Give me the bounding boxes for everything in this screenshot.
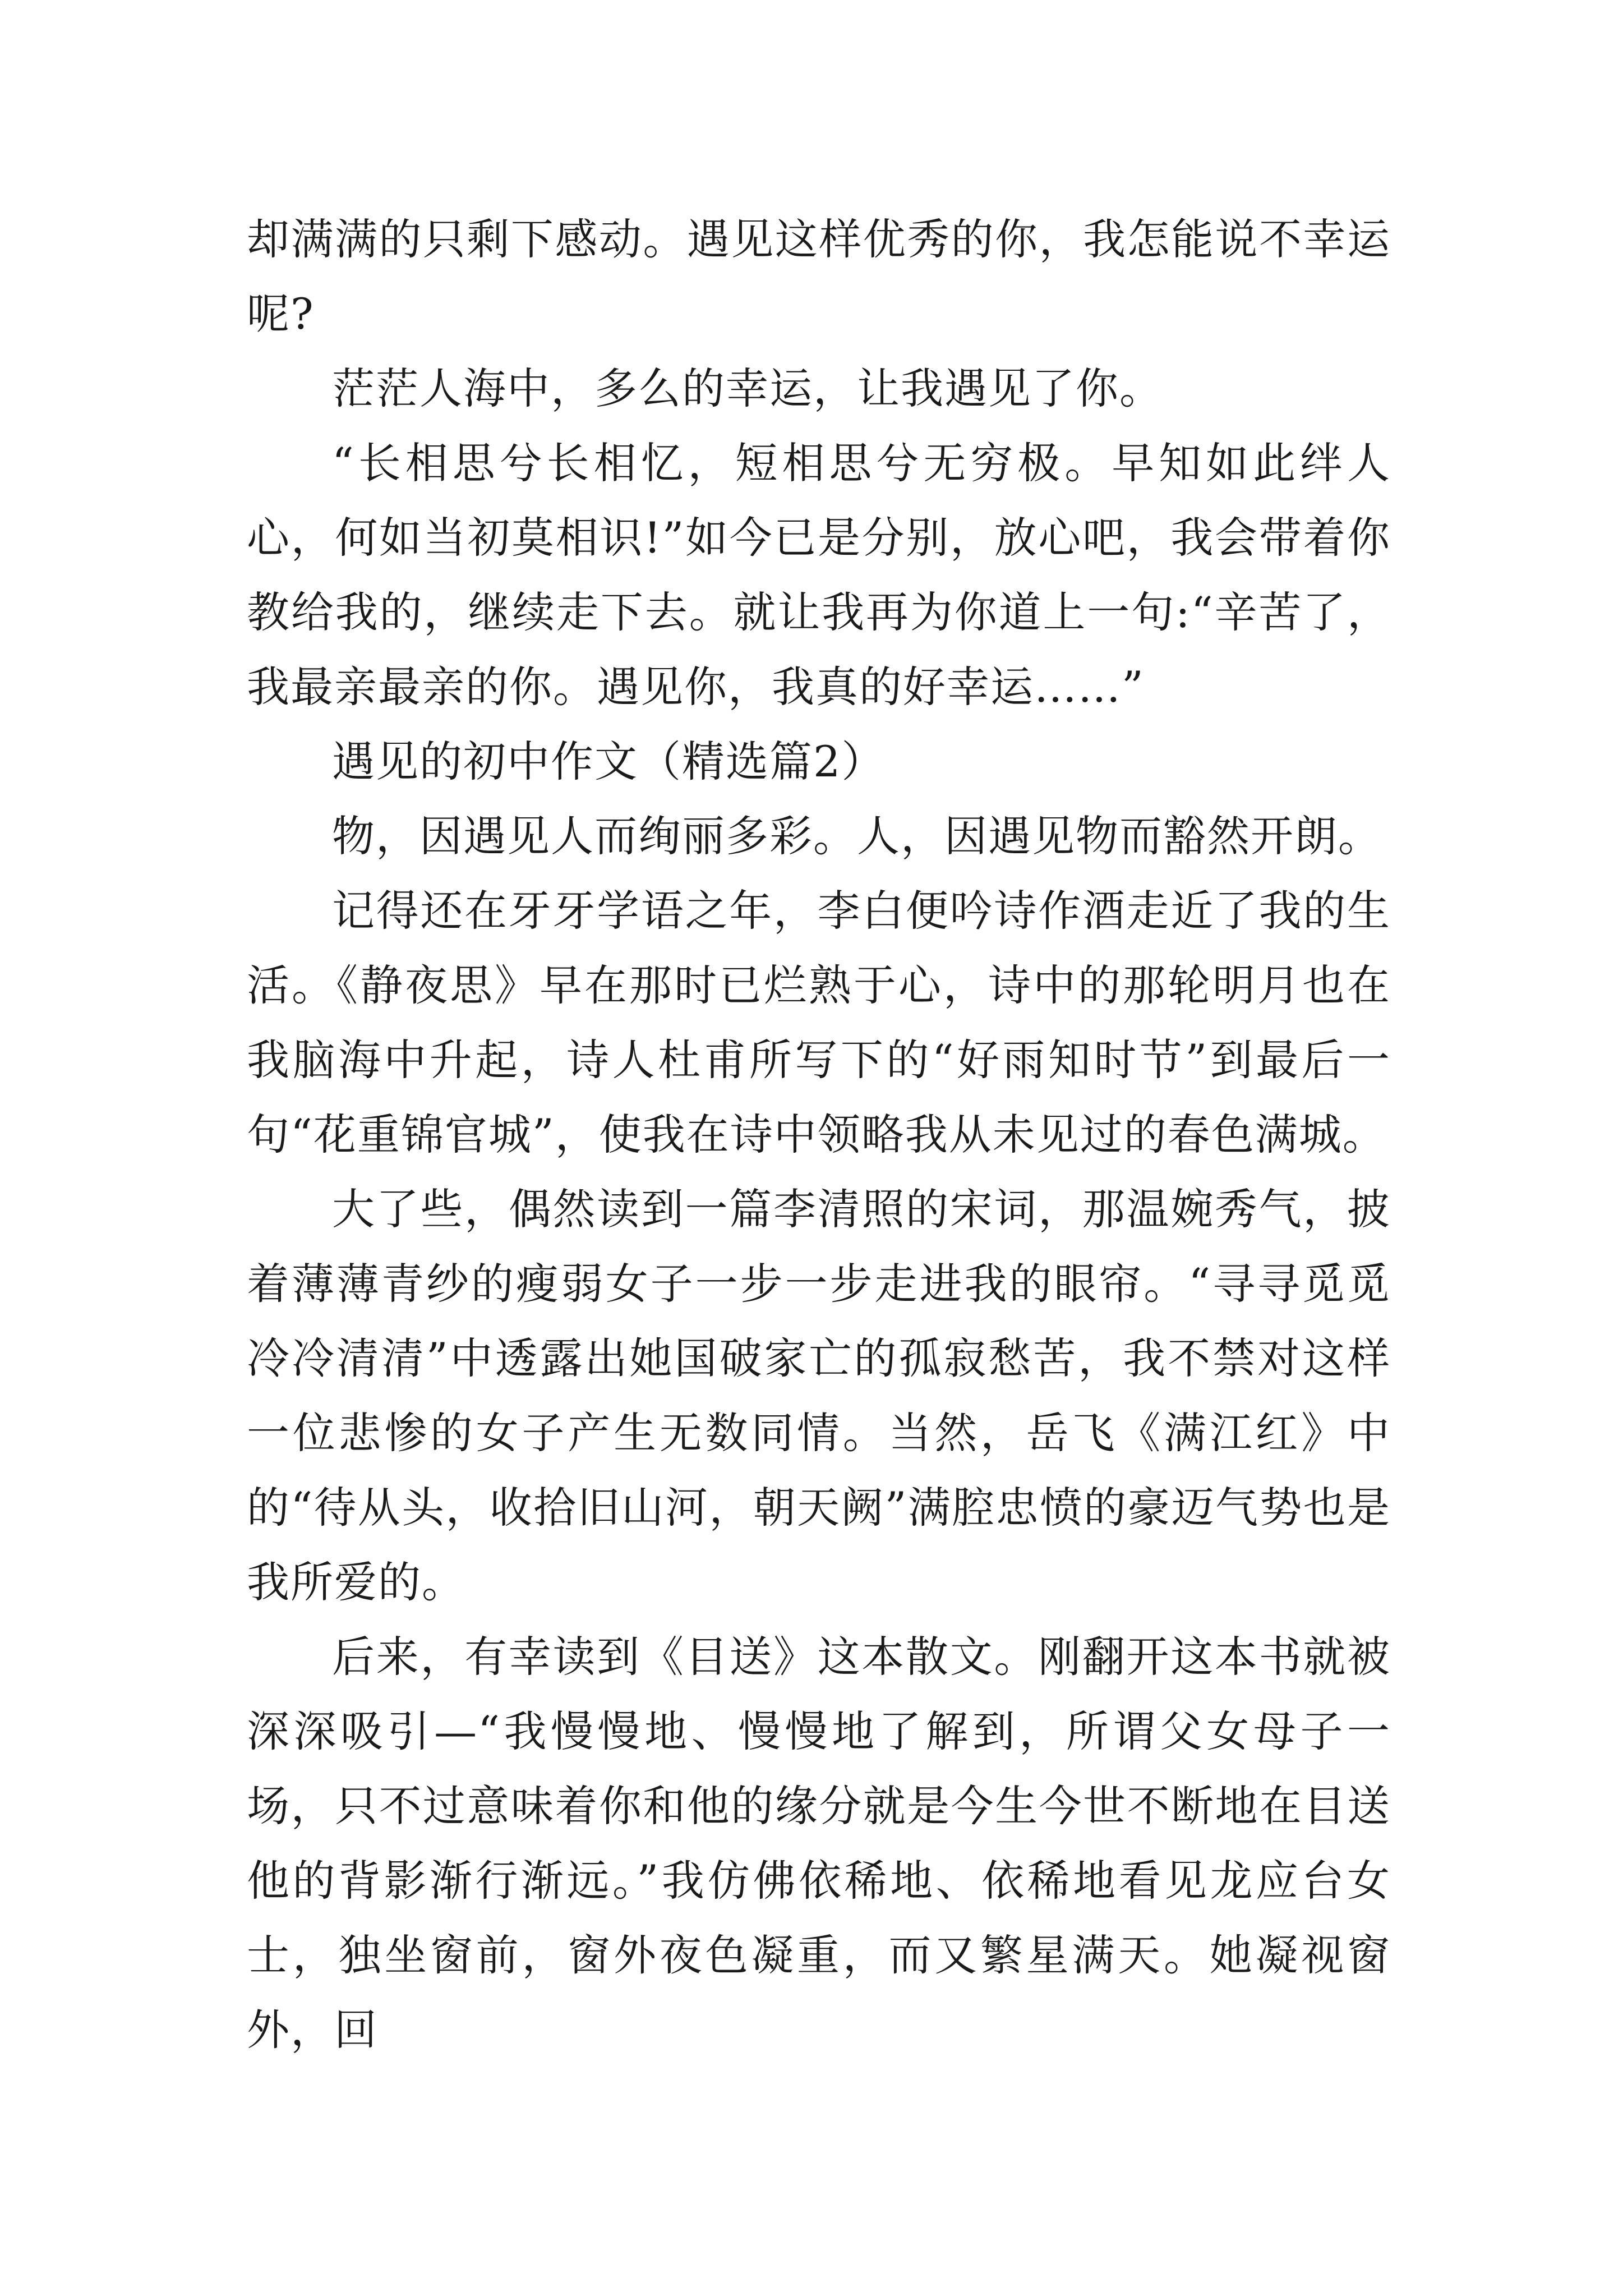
document-body [247, 202, 1391, 2067]
paragraph-5: 物，因遇见人而绚丽多彩。人，因遇见物而豁然开朗。 [332, 811, 1382, 861]
paragraph-2: 茫茫人海中，多么的幸运，让我遇见了你。 [332, 364, 1163, 413]
paragraph-8: 后来，有幸读到《目送》这本散文。刚翻开这本书就被深深吸引—“我慢慢地、慢慢地了解到，所谓父女母子一场，只不过意味着你和他的缘分就是今生今世不断地在目送他的背影渐行渐远。”我仿佛依稀地、依稀地看见龙应台女士，独坐窗前，窗外夜色凝重，而又繁星满天。她凝视窗外，回 [247, 1632, 1391, 2055]
paragraph-3: “长相思兮长相忆，短相思兮无穷极。早知如此绊人心，何如当初莫相识!”如今已是分别，放心吧，我会带着你教给我的，继续走下去。就让我再为你道上一句:“辛苦了，我最亲最亲的你。遇见你，我真的好幸运……” [247, 438, 1391, 712]
paragraph-1: 却满满的只剩下感动。遇见这样优秀的你，我怎能说不幸运呢? [247, 214, 1391, 339]
paragraph-6: 记得还在牙牙学语之年，李白便吟诗作酒走近了我的生活。《静夜思》早在那时已烂熟于心，诗中的那轮明月也在我脑海中升起，诗人杜甫所写下的“好雨知时节”到最后一句“花重锦官城”，使我在诗中领略我从未见过的春色满城。 [247, 886, 1391, 1159]
paragraph-7: 大了些，偶然读到一篇李清照的宋词，那温婉秀气，披着薄薄青纱的瘦弱女子一步一步走进我的眼帘。“寻寻觅觅冷冷清清”中透露出她国破家亡的孤寂愁苦，我不禁对这样一位悲惨的女子产生无数同情。当然，岳飞《满江红》中的“待从头，收拾旧山河，朝天阙”满腔忠愤的豪迈气势也是我所爱的。 [247, 1184, 1391, 1607]
section-heading: 遇见的初中作文（精选篇2） [332, 737, 886, 786]
